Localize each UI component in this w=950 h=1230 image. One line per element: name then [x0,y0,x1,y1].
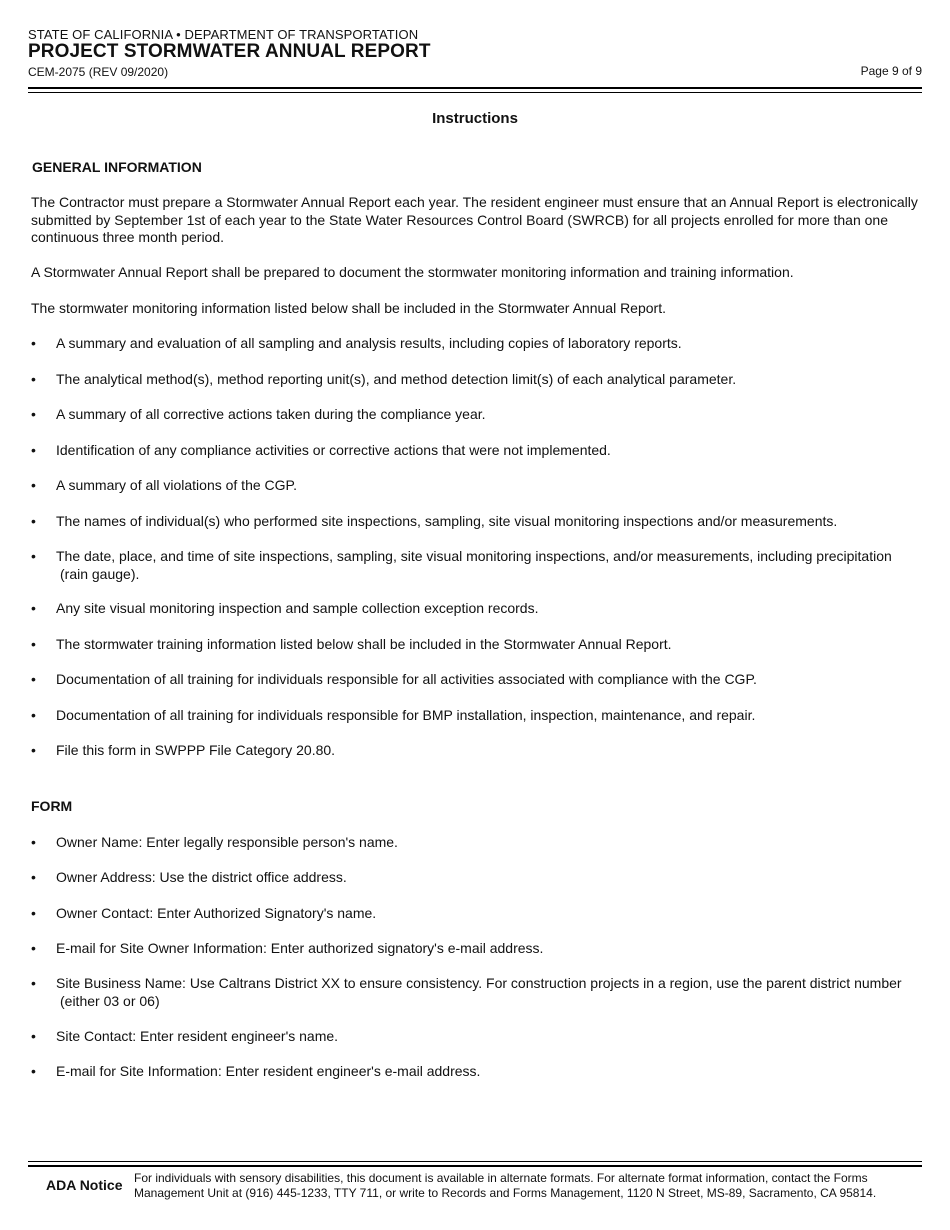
list-item [31,548,911,583]
list-item [31,707,911,725]
form-title: PROJECT STORMWATER ANNUAL REPORT [28,41,431,62]
list-item-text: The analytical method(s), method reporting unit(s), and method detection limit(s) of each analytical parameter. [56,371,737,387]
header-rule-thin [28,92,922,93]
bullet-mark: • [31,975,36,991]
bullet-mark: • [31,600,36,616]
list-item-text: Owner Address: Use the district office address. [56,869,347,885]
list-item-text: Owner Name: Enter legally responsible person's name. [56,834,398,850]
list-item-text: A summary and evaluation of all sampling and analysis results, including copies of laboratory reports. [56,335,682,351]
ada-notice-text: For individuals with sensory disabilities, this document is available in alternate formats. For alternate format information, contact the Forms Management Unit at (916) 445-1233, TTY 711, or write to Records and Forms Management, 1120 N Street, MS-89, Sacramento, CA 95814. [134,1171,877,1200]
general-paragraph: The stormwater monitoring information listed below shall be included in the Stormwater Annual Report. [31,300,666,316]
list-item [31,1028,911,1046]
list-item-text: File this form in SWPPP File Category 20.80. [56,742,336,758]
list-item [31,335,911,353]
page-number: Page 9 of 9 [860,64,922,78]
list-item-text: Documentation of all training for individuals responsible for all activities associated with compliance with the CGP. [56,671,757,687]
list-item [31,834,911,852]
list-item [31,406,911,424]
bullet-mark: • [31,869,36,885]
list-item [31,513,911,531]
list-item [31,975,926,1010]
list-item [31,371,911,389]
list-item [31,442,911,460]
bullet-mark: • [31,707,36,723]
bullet-mark: • [31,406,36,422]
list-item-text: Site Business Name: Use Caltrans District XX to ensure consistency. For construction projects in a region, use the parent district number [56,975,902,991]
list-item-text-continuation: (rain gauge). [60,565,140,582]
list-item [31,477,911,495]
footer-rule-thin [28,1161,922,1162]
list-item-text: A summary of all corrective actions taken during the compliance year. [56,406,486,422]
bullet-mark: • [31,1028,36,1044]
list-item [31,1063,911,1081]
list-item [31,671,911,689]
page-heading: Instructions [432,110,518,127]
general-paragraph: A Stormwater Annual Report shall be prepared to document the stormwater monitoring information and training information. [31,264,794,280]
bullet-mark: • [31,442,36,458]
list-item-text: E-mail for Site Information: Enter resident engineer's e-mail address. [56,1063,481,1079]
list-item-text-continuation: (either 03 or 06) [60,992,160,1009]
agency-name: STATE OF CALIFORNIA • DEPARTMENT OF TRANSPORTATION [28,27,419,42]
bullet-mark: • [31,335,36,351]
bullet-mark: • [31,636,36,652]
list-item-text: Documentation of all training for individuals responsible for BMP installation, inspection, maintenance, and repair. [56,707,756,723]
list-item-text: Owner Contact: Enter Authorized Signatory's name. [56,905,377,921]
bullet-mark: • [31,548,36,564]
list-item [31,636,911,654]
bullet-mark: • [31,940,36,956]
bullet-mark: • [31,671,36,687]
list-item-text: The names of individual(s) who performed site inspections, sampling, site visual monitoring inspections and/or measurements. [56,513,838,529]
list-item-text: Identification of any compliance activities or corrective actions that were not implemented. [56,442,611,458]
bullet-mark: • [31,742,36,758]
form-section-title: FORM [31,798,73,814]
list-item-text: The date, place, and time of site inspections, sampling, site visual monitoring inspections, and/or measurements, including precipitation [56,548,892,564]
list-item [31,742,911,760]
header-rule-thick [28,87,922,89]
list-item [31,869,911,887]
list-item-text: Site Contact: Enter resident engineer's name. [56,1028,339,1044]
list-item [31,940,911,958]
bullet-mark: • [31,371,36,387]
bullet-mark: • [31,513,36,529]
general-paragraph: The Contractor must prepare a Stormwater Annual Report each year. The resident engineer must ensure that an Annual Report is electronically submitted by September 1st of each year to the State Water Resources Control Board (SWRCB) for all projects enrolled for more than one continuous three month period. [31,194,918,245]
list-item [31,905,911,923]
bullet-mark: • [31,834,36,850]
bullet-mark: • [31,1063,36,1079]
list-item-text: E-mail for Site Owner Information: Enter authorized signatory's e-mail address. [56,940,544,956]
list-item [31,600,911,618]
form-number: CEM-2075 (REV 09/2020) [28,65,169,79]
list-item-text: The stormwater training information listed below shall be included in the Stormwater Annual Report. [56,636,672,652]
ada-notice-label: ADA Notice [46,1177,123,1193]
general-information-title: GENERAL INFORMATION [32,159,202,175]
footer-rule-thick [28,1165,922,1167]
list-item-text: Any site visual monitoring inspection and sample collection exception records. [56,600,539,616]
list-item-text: A summary of all violations of the CGP. [56,477,297,493]
bullet-mark: • [31,905,36,921]
bullet-mark: • [31,477,36,493]
